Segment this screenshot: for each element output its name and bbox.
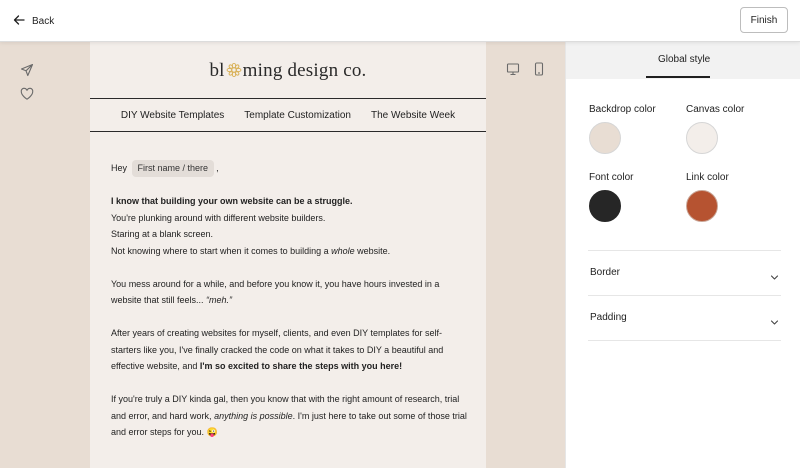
- heart-icon[interactable]: [20, 87, 34, 101]
- desktop-icon[interactable]: [506, 62, 520, 76]
- active-tab-indicator: [646, 76, 710, 78]
- merge-tag-first-name[interactable]: First name / there: [132, 160, 215, 177]
- backdrop-color-setting: [589, 104, 689, 154]
- backdrop-color-swatch[interactable]: [589, 122, 621, 154]
- paragraph-1: I know that building your own website can be a struggle. You're plunking around with different website builders. Staring at a blank screen. Not knowing where to start when it comes to building a whole website.: [111, 196, 391, 256]
- arrow-left-icon: [12, 13, 26, 30]
- nav-link-diy-templates[interactable]: DIY Website Templates: [120, 109, 225, 121]
- left-toolbar: [0, 42, 90, 468]
- paragraph-3: After years of creating websites for myself, clients, and even DIY templates for self-starters like you, I've finally cracked the code on what it takes to DIY a beautiful and effective website, and I'm so excited to share the steps with you here!: [111, 328, 444, 371]
- device-toggle: [506, 62, 546, 76]
- back-label: Back: [32, 15, 55, 27]
- nav-divider-bottom: [90, 131, 486, 132]
- send-icon[interactable]: [20, 63, 34, 77]
- tab-global-style[interactable]: Global style: [658, 54, 711, 65]
- email-canvas[interactable]: [90, 42, 486, 468]
- canvas-color-label: Canvas color: [686, 104, 745, 115]
- canvas-color-swatch[interactable]: [686, 122, 718, 154]
- style-panel: [565, 42, 800, 468]
- mobile-icon[interactable]: [532, 62, 546, 76]
- paragraph-4: If you're truly a DIY kinda gal, then you know that with the right amount of research, trial and error, and hard work, anything is possible. I'm just here to take out some of those trial and error steps for you. 😜: [111, 394, 467, 437]
- brand-logo: bl ming design co.: [209, 60, 367, 81]
- email-nav: [90, 99, 486, 131]
- paragraph-2: You mess around for a while, and before you know it, you have hours invested in a website that still feels... “meh.”: [111, 278, 440, 305]
- greeting-line: Hey First name / there ,: [111, 160, 469, 177]
- nav-link-template-customization[interactable]: Template Customization: [244, 109, 351, 121]
- accordion-divider: [588, 340, 781, 341]
- backdrop-color-label: Backdrop color: [589, 104, 656, 115]
- chevron-down-icon: [770, 314, 779, 323]
- font-color-swatch[interactable]: [589, 190, 621, 222]
- padding-label: Padding: [590, 312, 627, 323]
- link-color-label: Link color: [686, 172, 729, 183]
- chevron-down-icon: [770, 269, 779, 278]
- border-label: Border: [590, 267, 621, 278]
- font-color-setting: [589, 172, 689, 222]
- font-color-label: Font color: [589, 172, 634, 183]
- finish-button[interactable]: Finish: [740, 7, 788, 33]
- email-body[interactable]: [111, 160, 469, 457]
- back-button[interactable]: [12, 9, 54, 33]
- flower-logo-icon: [224, 61, 244, 75]
- link-color-swatch[interactable]: [686, 190, 718, 222]
- panel-tab-bar: [566, 42, 800, 79]
- nav-link-website-week[interactable]: The Website Week: [370, 109, 456, 121]
- link-color-setting: [686, 172, 786, 222]
- border-accordion[interactable]: [588, 250, 781, 295]
- top-bar: [0, 0, 800, 42]
- padding-accordion[interactable]: [588, 295, 781, 340]
- canvas-color-setting: [686, 104, 786, 154]
